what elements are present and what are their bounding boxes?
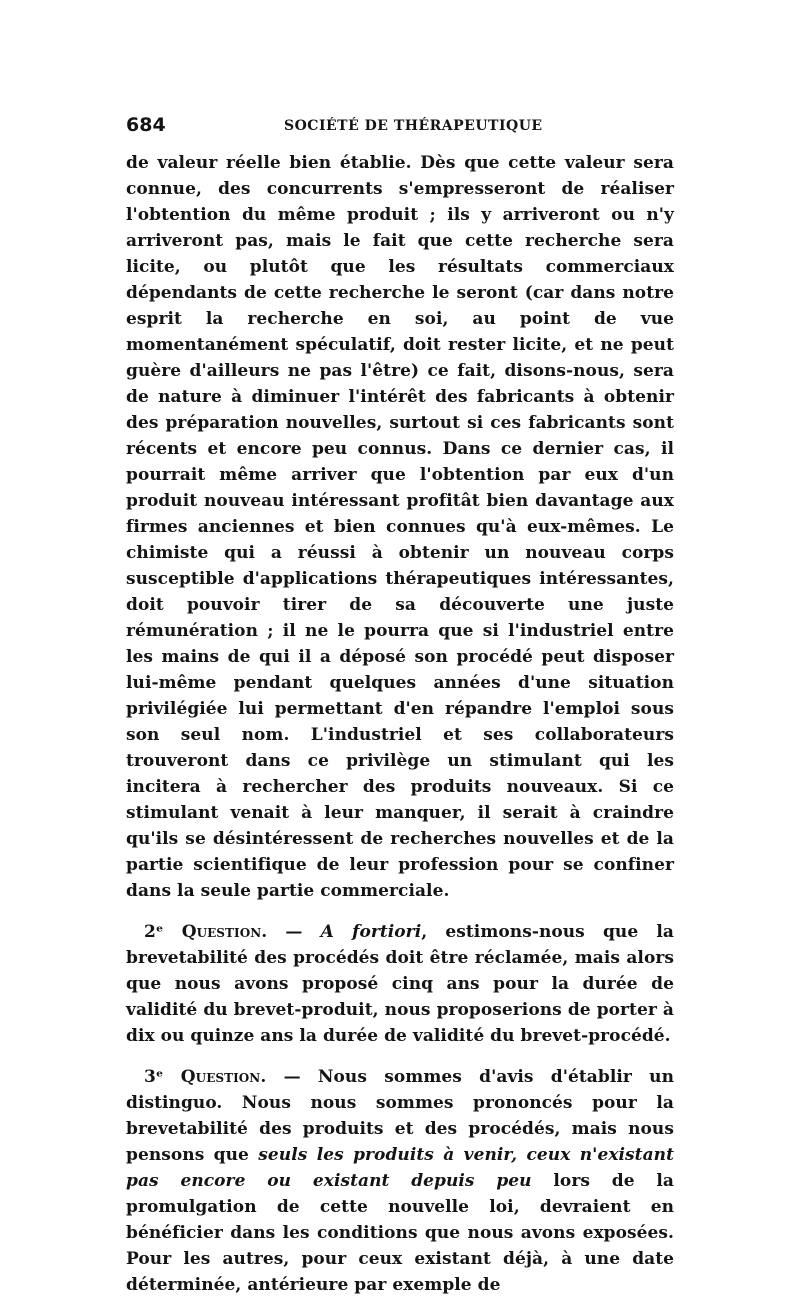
running-title: SOCIÉTÉ DE THÉRAPEUTIQUE (284, 118, 543, 134)
question-label: Question. (181, 922, 268, 942)
question-label: Question. (180, 1067, 267, 1087)
italic-phrase: seuls les produits à venir, ceux n'existant pas encore ou existant depuis peu (126, 1145, 674, 1191)
page-number: 684 (126, 114, 166, 136)
paragraph-3 (126, 1064, 674, 1298)
paragraph-2-text: , estimons-nous que la brevetabilité des procédés doit être réclamée, mais alors que nous avons proposé cinq ans pour la durée de validité du brevet-produit, nous proposerions de porter à dix ou quinze ans la durée de validité du brevet-procédé. (126, 922, 674, 1046)
paragraph-3-text-a: — Nous sommes d'avis d'établir un distinguo. Nous nous sommes prononcés pour la brevetabilité des produits et des procédés, mais nous pensons que (126, 1067, 674, 1165)
question-number: 3ᵉ (144, 1067, 164, 1087)
body-text (126, 150, 674, 1313)
paragraph-2 (126, 919, 674, 1049)
paragraph-3-text-b: lors de la promulgation de cette nouvelle loi, devraient en bénéficier dans les conditions que nous avons exposées. Pour les autres, pour ceux existant déjà, à une date déterminée, antérieure par exemple de (126, 1171, 674, 1295)
italic-lead: A fortiori (320, 922, 422, 942)
page-header (126, 114, 674, 142)
paragraph-1: de valeur réelle bien établie. Dès que cette valeur sera connue, des concurrents s'empresseront de réaliser l'obtention du même produit ; ils y arriveront ou n'y arriveront pas, mais le fait que cette recherche sera licite, ou plutôt que les résultats commerciaux dépendants de cette recherche le seront (car dans notre esprit la recherche en soi, au point de vue momentanément spéculatif, doit rester licite, et ne peut guère d'ailleurs ne pas l'être) ce fait, disons-nous, sera de nature à diminuer l'intérêt des fabricants à obtenir des préparation nouvelles, surtout si ces fabricants sont récents et encore peu connus. Dans ce dernier cas, il pourrait même arriver que l'obtention par eux d'un produit nouveau intéressant profitât bien davantage aux firmes anciennes et bien connues qu'à eux-mêmes. Le chimiste qui a réussi à obtenir un nouveau corps susceptible d'applications thérapeutiques intéressantes, doit pouvoir tirer de sa découverte une juste rémunération ; il ne le pourra que si l'industriel entre les mains de qui il a déposé son procédé peut disposer lui-même pendant quelques années d'une situation privilégiée lui permettant d'en répandre l'emploi sous son seul nom. L'industriel et ses collaborateurs trouveront dans ce privilège un stimulant qui les incitera à rechercher des produits nouveaux. Si ce stimulant venait à leur manquer, il serait à craindre qu'ils se désintéressent de recherches nouvelles et de la partie scientifique de leur profession pour se confiner dans la seule partie commerciale. (126, 153, 674, 901)
dash: — (267, 922, 321, 942)
question-number: 2ᵉ (144, 922, 164, 942)
